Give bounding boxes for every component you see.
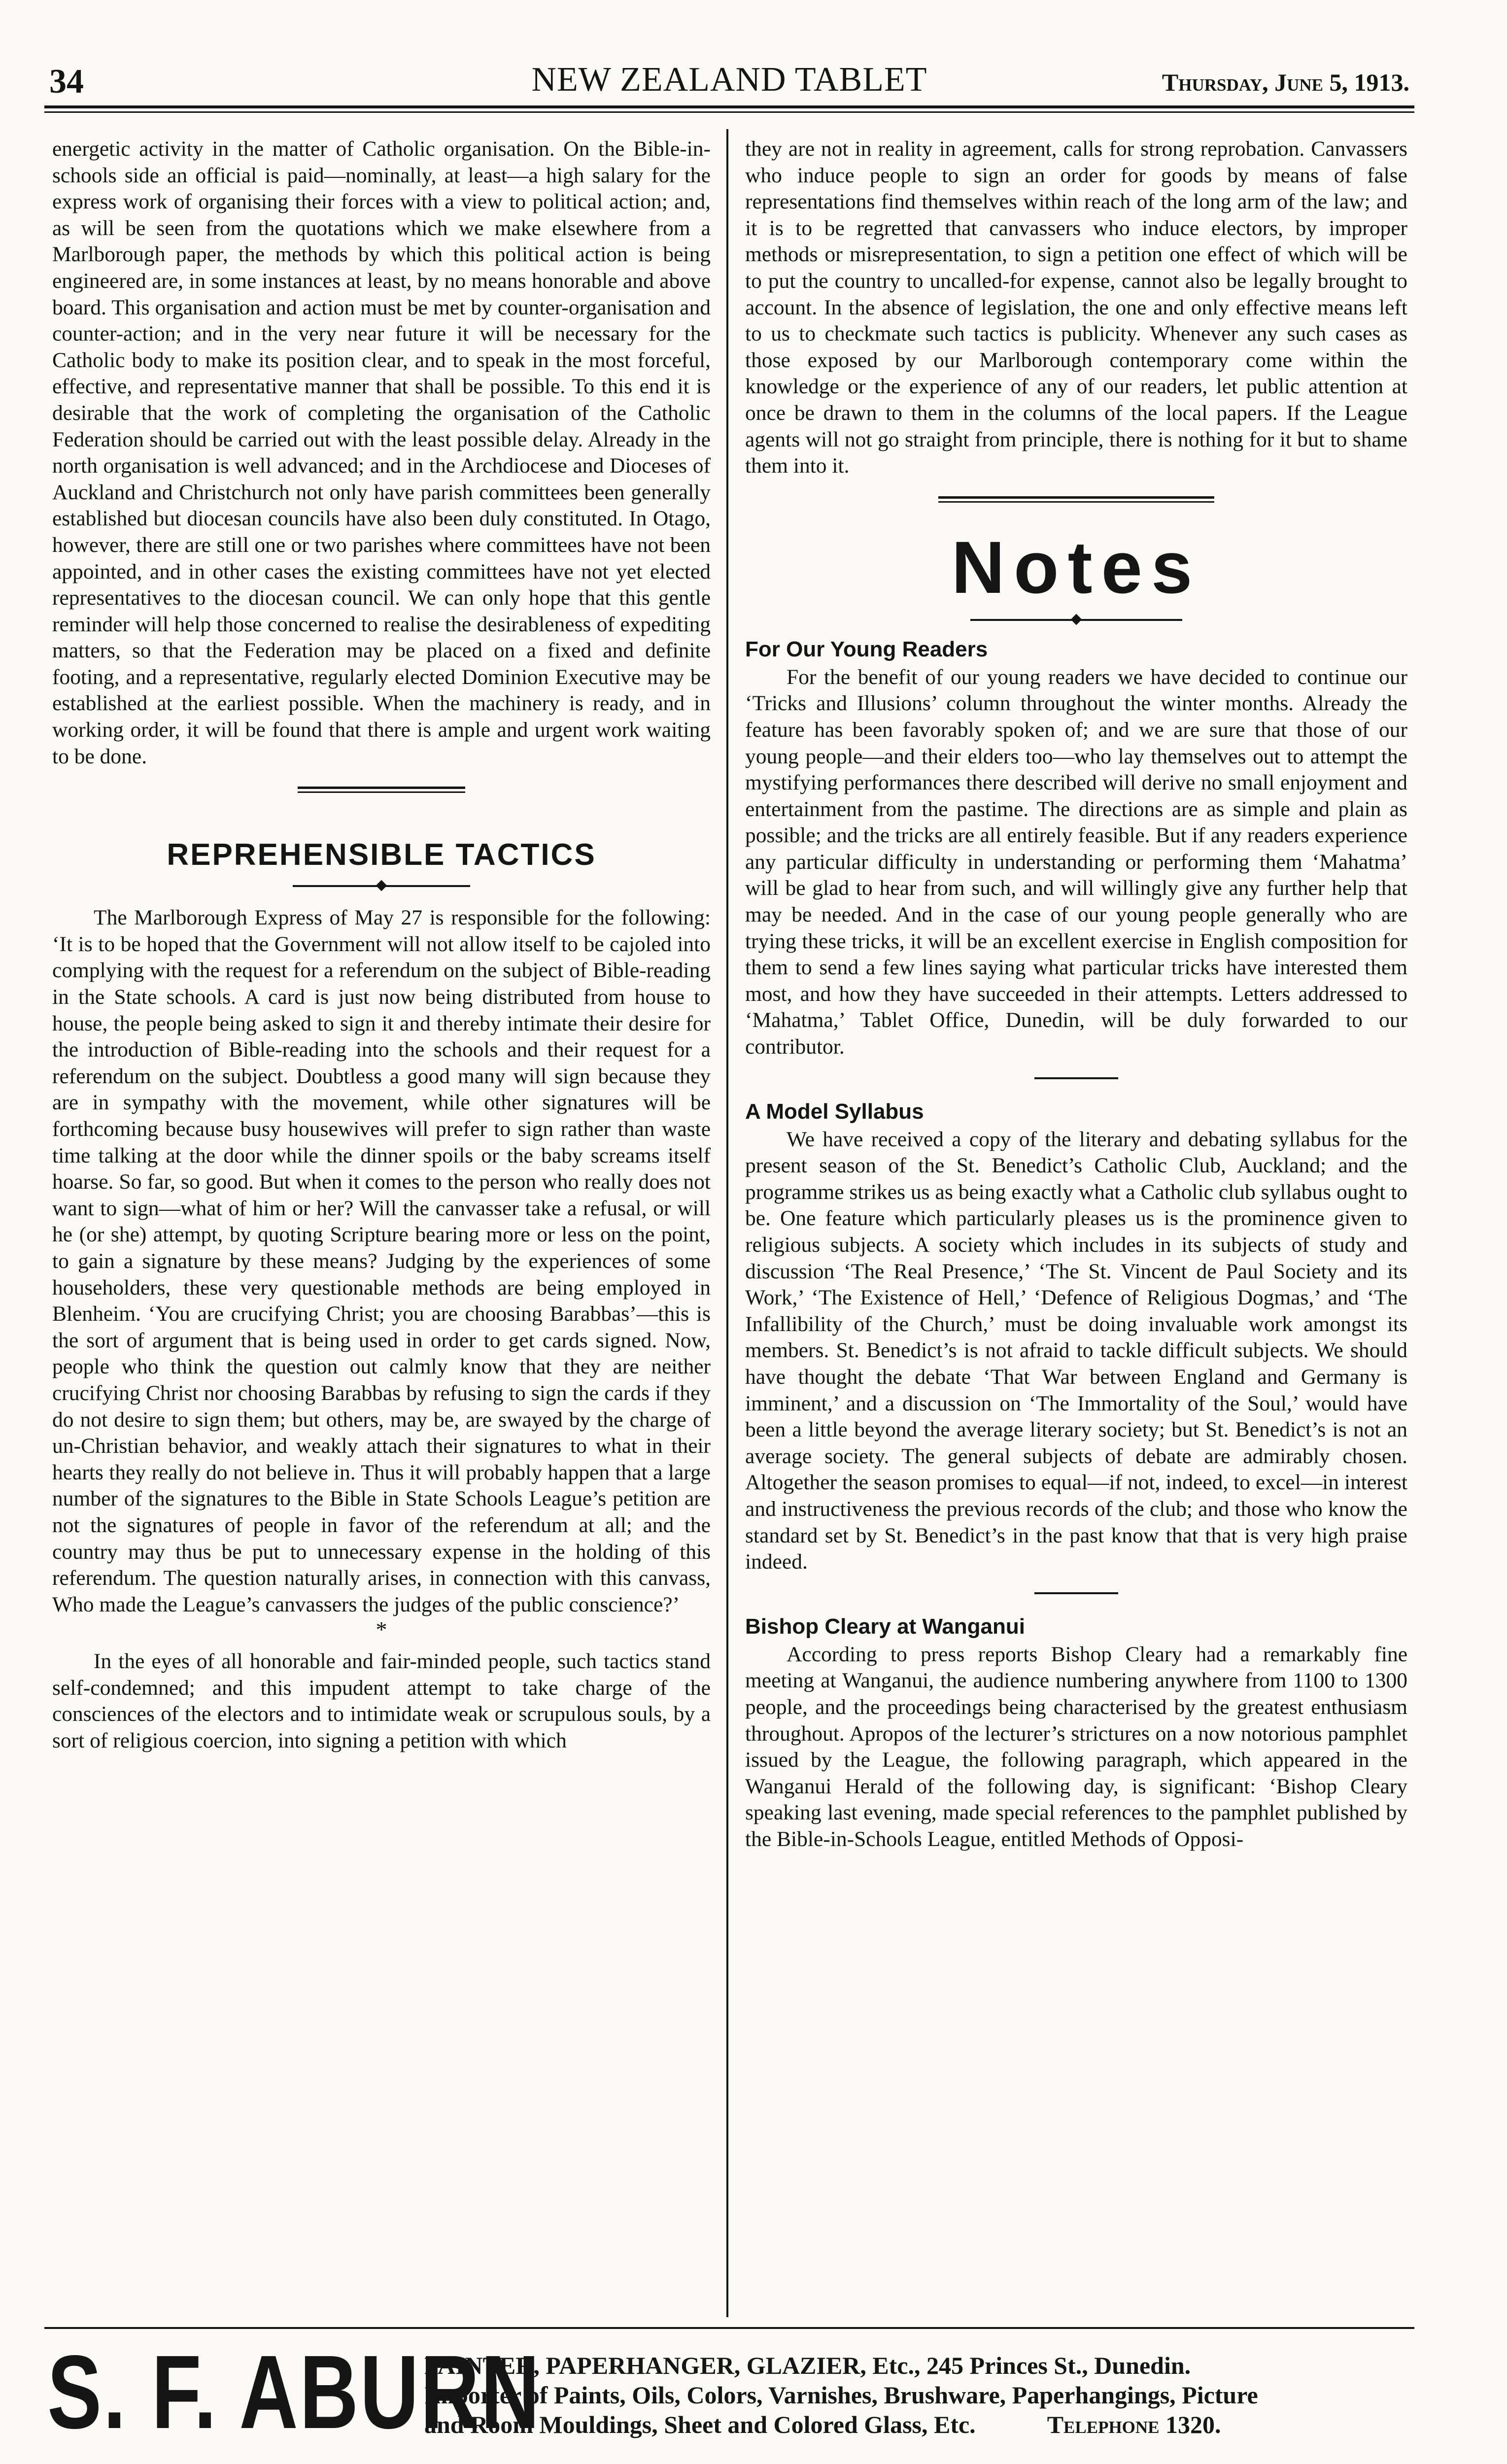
right-column	[745, 136, 1407, 1852]
page-header	[44, 53, 1414, 112]
commentary-paragraph: In the eyes of all honorable and fair-minded people, such tactics stand self-condemned; and this impudent attempt to take charge of the consciences of the electors and to intimidate weak or scrupulous souls, by a sort of religious coercion, into signing a petition with which	[52, 1649, 711, 1753]
column-divider	[726, 129, 728, 2317]
model-syllabus-text: We have received a copy of the literary and debating syllabus for the present season of the St. Benedict’s Catholic Club, Auckland; and the programme strikes us as being exactly what a Catholic club syllabus ought to be. One feature which particularly pleases us is the prominence given to religious subjects. A society which includes in its subjects of study and discussion ‘The Real Presence,’ ‘The St. Vincent de Paul Society and its Work,’ ‘The Existence of Hell,’ ‘Defence of Religious Dogmas,’ and ‘The Infallibility of the Church,’ must be doing invaluable work amongst its members. St. Benedict’s is not afraid to tackle difficult subjects. We should have thought the debate ‘That War between England and Germany is imminent,’ and a discussion on ‘The Immortality of the Soul,’ would have been a little beyond the average literary society; but St. Benedict’s is not an average society. The general subjects of debate are admirably chosen. Altogether the season promises to equal—if not, indeed, to excel—in interest and instructiveness the previous records of the club; and those who know the standard set by St. Benedict’s in the past know that that is very high praise indeed.	[745, 1127, 1407, 1574]
advertiser-name: S. F. ABURN	[47, 2333, 542, 2450]
advert-telephone: Telephone 1320.	[1047, 2411, 1221, 2438]
express-quotation-paragraph: The Marlborough Express of May 27 is responsible for the following: ‘It is to be hoped that the Government will not allow itself to be cajoled into complying with the request for a referendum on the subject of Bible-reading in the State schools. A card is just now being distributed from house to house, the people being asked to sign it and thereby intimate their desire for the introduction of Bible-reading into the schools and their request for a referendum on the subject. Doubtless a good many will sign because they are in sympathy with the movement, while other signatures will be forthcoming because busy housewives will prefer to sign rather than waste time talking at the door while the dinner spoils or the baby screams itself hoarse. So far, so good. But when it comes to the person who really does not want to sign—what of him or her? Will the canvasser take a refusal, or will he (or she) attempt, by quoting Scripture bearing more or less on the point, to gain a signature by these means? Judging by the experiences of some householders, these very questionable methods are being employed in Blenheim. ‘You are crucifying Christ; you are choosing Barabbas’—this is the sort of argument that is being used in order to get cards signed. Now, people who think the question out calmly know that they are neither crucifying Christ nor choosing Barabbas by refusing to sign the cards if they do not desire to sign them; but others, may be, are swayed by the charge of un-Christian behavior, and weakly attach their signatures to what in their hearts they really do not believe in. Thus it will probably happen that a large number of the signatures to the Bible in State Schools League’s petition are not the signatures of people in favor of the referendum at all; and the country may thus be put to unnecessary expense in the holding of this referendum. The question naturally arises, in connection with this canvass, Who made the League’s canvassers the judges of the public conscience?’	[52, 906, 711, 1616]
heading-ornament	[293, 881, 470, 891]
subheading-young-readers: For Our Young Readers	[745, 637, 988, 661]
section-divider	[938, 496, 1214, 503]
editorial-paragraph: energetic activity in the matter of Catholic organisation. On the Bible-in-schools side an official is paid—nominally, at least—a high salary for the express work of organising their forces with a view to political action; and, as will be seen from the quotations which we make elsewhere from a Marlborough paper, the methods by which this political action is being engineered are, in some instances at least, by no means honorable and above board. This organisation and action must be met by counter-organisation and counter-action; and in the very near future it will be necessary for the Catholic body to make its position clear, and to speak in the most forceful, effective, and representative manner that shall be possible. To this end it is desirable that the work of completing the organisation of the Catholic Federation should be carried out with the least possible delay. Already in the north organisation is well advanced; and in the Archdiocese and Dioceses of Auckland and Christchurch not only have parish committees been generally established but diocesan councils have also been duly constituted. In Otago, however, there are still one or two parishes where committees have not been appointed, and in other cases the existing committees have not yet elected representatives to the diocesan council. We can only hope that this gentle reminder will help those concerned to realise the desirableness of expediting matters, so that the Federation may be placed on a fixed and definite footing, and a representative, regularly elected Dominion Executive may be established at the earliest possible. When the machinery is ready, and in working order, it will be found that there is ample and urgent work waiting to be done.	[52, 137, 711, 768]
notes-title: Notes	[951, 525, 1201, 609]
advert-text-block	[424, 2351, 1410, 2439]
header-rule-thick	[44, 105, 1414, 108]
masthead-title: NEW ZEALAND TABLET	[531, 61, 927, 99]
asterism: *	[376, 1617, 387, 1643]
advert-line-importer: Importer of Paints, Oils, Colors, Varnishes, Brushware, Paperhangings, Picture	[424, 2381, 1258, 2409]
advert-top-rule	[44, 2327, 1414, 2329]
left-column	[52, 136, 711, 1754]
continued-paragraph: they are not in reality in agreement, calls for strong reprobation. Canvassers who induce people to sign an order for goods by means of false representations find themselves within reach of the long arm of the law; and it is to be regretted that canvassers who induce electors, by improper methods or misrepresentation, to sign a petition one effect of which will be to put the country to uncalled-for expense, cannot also be legally brought to account. In the absence of legislation, the one and only effective means left to us to checkmate such tactics is publicity. Whenever any such cases as those exposed by our Marlborough contemporary come within the knowledge or the experience of any of our readers, let public attention at once be drawn to them in the columns of the local papers. If the League agents will not go straight from principle, there is nothing for it but to shame them into it.	[745, 137, 1407, 478]
section-heading-reprehensible-tactics: REPREHENSIBLE TACTICS	[167, 838, 596, 872]
advert-line-trades: PAINTER, PAPERHANGER, GLAZIER, Etc., 245 Princes St., Dunedin.	[424, 2352, 1191, 2379]
aburn-advertisement	[47, 2333, 1417, 2464]
advert-line-mouldings	[424, 2410, 1410, 2439]
notes-ornament	[970, 615, 1182, 625]
subheading-model-syllabus: A Model Syllabus	[745, 1099, 924, 1124]
subheading-bishop-cleary: Bishop Cleary at Wanganui	[745, 1614, 1026, 1639]
section-divider	[298, 787, 465, 793]
header-rule-thin	[44, 111, 1414, 113]
bishop-cleary-text: According to press reports Bishop Cleary had a remarkably fine meeting at Wanganui, the audience numbering anywhere from 1100 to 1300 people, and the proceedings being characterised by the greatest enthusiasm throughout. Apropos of the lecturer’s strictures on a now notorious pamphlet issued by the League, the following paragraph, which appeared in the Wanganui Herald of the following day, is significant: ‘Bishop Cleary speaking last evening, made special references to the pamphlet published by the Bible-in-Schools League, entitled Methods of Opposi-	[745, 1642, 1407, 1851]
advert-mouldings-text: and Room Mouldings, Sheet and Colored Glass, Etc.	[424, 2411, 976, 2438]
page-number: 34	[49, 63, 84, 101]
issue-date: Thursday, June 5, 1913.	[1162, 68, 1409, 96]
young-readers-text: For the benefit of our young readers we have decided to continue our ‘Tricks and Illusions’ column throughout the winter months. Already the feature has been favorably spoken of; and we are sure that those of our young people—and their elders too—who lay themselves out to attempt the mystifying performances there described will derive no small enjoyment and entertainment from the pastime. The directions are as simple and plain as possible; and the tricks are all entirely feasible. But if any readers experience any particular difficulty in understanding or performing them ‘Mahatma’ will be glad to hear from such, and will willingly give any further help that may be needed. And in the case of our young people generally who are trying these tricks, it will be an excellent exercise in English composition for them to send a few lines saying what particular tricks have interested them most, and how they have succeeded in their attempts. Letters addressed to ‘Mahatma,’ Tablet Office, Dunedin, will be duly forwarded to our contributor.	[745, 665, 1407, 1059]
